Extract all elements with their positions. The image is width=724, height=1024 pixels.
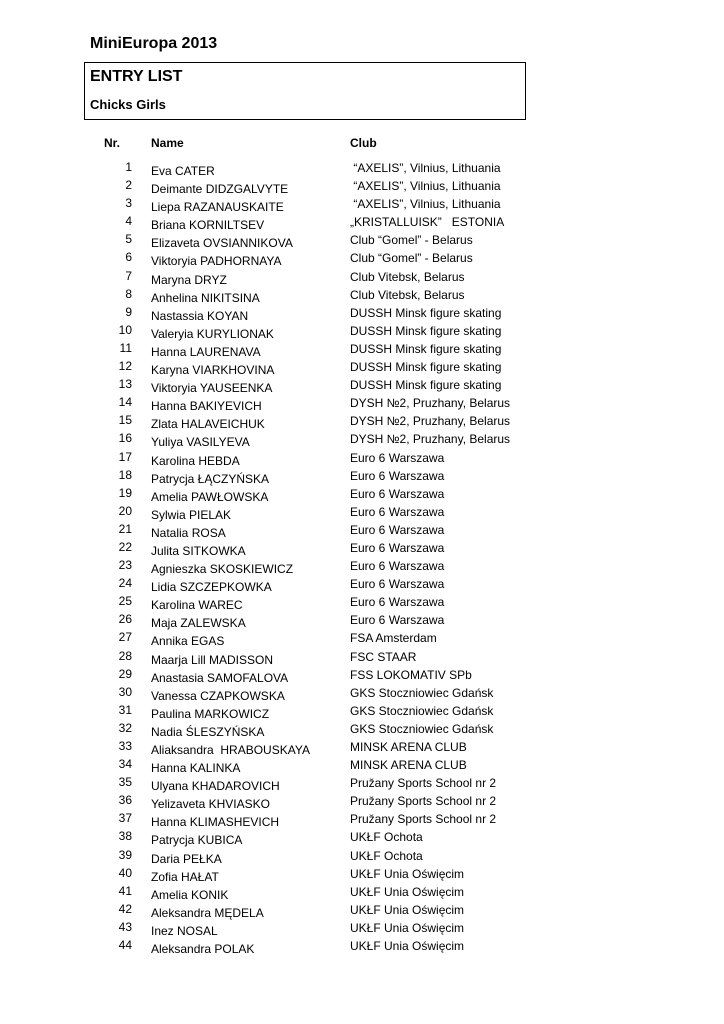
entry-name: Patrycja ŁĄCZYŃSKA (151, 471, 270, 486)
table-row (0, 574, 724, 595)
entry-club: GKS Stoczniowiec Gdańsk (350, 685, 494, 700)
entry-name: Amelia KONIK (151, 887, 229, 902)
entry-club: UKŁF Unia Oświęcim (350, 939, 465, 954)
table-row (0, 809, 724, 830)
entry-number: 29 (118, 666, 132, 681)
entry-number: 39 (118, 847, 132, 862)
entry-name: Patrycja KUBICA (151, 833, 243, 848)
table-row (0, 773, 724, 794)
entry-number: 36 (118, 793, 132, 808)
entry-number: 13 (118, 377, 132, 392)
list-title: ENTRY LIST (90, 68, 183, 85)
entry-number: 44 (118, 938, 132, 953)
entry-number: 14 (118, 395, 132, 410)
entry-club: UKŁF Ochota (350, 830, 423, 845)
entry-number: 26 (118, 612, 132, 627)
entry-number: 5 (125, 232, 132, 247)
table-row (0, 448, 724, 466)
table-row (0, 466, 724, 484)
table-row (0, 936, 724, 957)
entry-club: DUSSH Minsk figure skating (350, 305, 502, 320)
entry-number: 37 (118, 811, 132, 826)
table-row (0, 665, 724, 683)
entry-club: “AXELIS”, Vilnius, Lithuania (350, 179, 501, 194)
entry-number: 27 (118, 630, 132, 645)
entry-number: 8 (125, 286, 132, 301)
entry-club: Euro 6 Warszawa (350, 540, 445, 555)
entry-name: Liepa RAZANAUSKAITE (151, 200, 284, 215)
entry-club: UKŁF Unia Oświęcim (350, 866, 465, 881)
entry-club: DYSH №2, Pruzhany, Belarus (350, 432, 511, 447)
entry-name: Valeryia KURYLIONAK (151, 326, 274, 341)
entry-club: DYSH №2, Pruzhany, Belarus (350, 396, 511, 411)
entry-club: “AXELIS”, Vilnius, Lithuania (350, 161, 501, 175)
table-row (0, 212, 724, 233)
entry-club: MINSK ARENA CLUB (350, 740, 467, 754)
entry-club: Club Vitebsk, Belarus (350, 287, 465, 302)
table-row (0, 176, 724, 197)
entry-number: 31 (118, 702, 132, 717)
table-row (0, 248, 724, 269)
table-row (0, 538, 724, 556)
entry-number: 34 (118, 757, 132, 772)
table-row (0, 339, 724, 357)
table-row (0, 556, 724, 577)
table-row (0, 882, 724, 900)
entry-number: 42 (118, 901, 132, 916)
entry-club: GKS Stoczniowiec Gdańsk (350, 703, 494, 718)
entry-name: Karyna VIARKHOVINA (151, 363, 275, 378)
table-row (0, 737, 724, 755)
entry-name: Anhelina NIKITSINA (151, 290, 260, 305)
entry-name: Aliaksandra HRABOUSKAYA (151, 743, 310, 757)
entry-name: Anastasia SAMOFALOVA (151, 670, 289, 685)
table-row (0, 230, 724, 251)
entry-number: 40 (118, 865, 132, 880)
entry-number: 32 (118, 720, 132, 735)
entry-name: Eva CATER (151, 164, 215, 178)
entry-club: DUSSH Minsk figure skating (350, 378, 502, 393)
entry-club: FSA Amsterdam (350, 631, 437, 646)
entry-club: Euro 6 Warszawa (350, 468, 445, 483)
entry-name: Daria PEŁKA (151, 851, 222, 866)
entry-number: 30 (118, 684, 132, 699)
entry-club: “AXELIS”, Vilnius, Lithuania (350, 197, 501, 212)
entry-name: Elizaveta OVSIANNIKOVA (151, 236, 293, 251)
entry-name: Ulyana KHADAROVICH (151, 779, 280, 794)
table-row (0, 846, 724, 864)
entry-name: Viktoryia PADHORNAYA (151, 254, 282, 269)
entry-club: Club “Gomel” - Belarus (350, 233, 473, 248)
entry-club: FSS LOKOMATIV SPb (350, 667, 472, 682)
entry-number: 20 (118, 503, 132, 518)
entry-number: 6 (125, 250, 132, 265)
entry-name: Nastassia KOYAN (151, 308, 249, 323)
entry-name: Karolina WAREC (151, 598, 243, 613)
entry-number: 11 (119, 340, 132, 355)
entry-name: Hanna KLIMASHEVICH (151, 815, 280, 830)
entry-name: Lidia SZCZEPKOWKA (151, 580, 272, 595)
entry-number: 23 (118, 558, 132, 573)
entry-club: Pružany Sports School nr 2 (350, 794, 497, 809)
entry-club: DUSSH Minsk figure skating (350, 360, 502, 375)
table-row (0, 375, 724, 396)
event-title: MiniEuropa 2013 (90, 35, 218, 52)
entry-number: 33 (118, 739, 132, 753)
entry-name: Deimante DIDZGALVYTE (151, 182, 289, 197)
table-row (0, 900, 724, 918)
entry-club: Euro 6 Warszawa (350, 577, 445, 592)
entry-name: Briana KORNILTSEV (151, 218, 265, 233)
entry-number: 3 (125, 196, 132, 211)
entry-name: Hanna KALINKA (151, 761, 241, 776)
entry-club: UKŁF Unia Oświęcim (350, 920, 465, 935)
entry-number: 16 (118, 431, 132, 446)
table-row (0, 610, 724, 631)
table-row (0, 719, 724, 737)
entry-number: 4 (125, 214, 132, 229)
entry-number: 10 (118, 322, 132, 337)
table-row (0, 791, 724, 812)
entry-name: Julita SITKOWKA (151, 543, 246, 558)
entry-number: 7 (125, 268, 132, 283)
entry-club: Pružany Sports School nr 2 (350, 812, 497, 827)
entry-name: Karolina HEBDA (151, 453, 240, 468)
table-row (0, 918, 724, 936)
entry-number: 17 (118, 449, 132, 464)
table-row (0, 827, 724, 848)
entry-number: 9 (125, 304, 132, 319)
entry-number: 19 (118, 485, 132, 500)
entry-name: Yuliya VASILYEVA (151, 435, 250, 450)
entry-name: Hanna BAKIYEVICH (151, 399, 262, 414)
entry-name: Paulina MARKOWICZ (151, 706, 270, 721)
table-row (0, 429, 724, 450)
table-row (0, 393, 724, 414)
entry-name: Yelizaveta KHVIASKO (151, 797, 270, 812)
table-row (0, 502, 724, 520)
entry-name: Vanessa CZAPKOWSKA (151, 688, 285, 703)
entry-number: 15 (118, 413, 132, 428)
entry-club: MINSK ARENA CLUB (350, 758, 467, 773)
table-row (0, 864, 724, 882)
table-row (0, 628, 724, 649)
entry-number: 21 (118, 521, 132, 536)
entry-name: Aleksandra MĘDELA (151, 905, 264, 920)
entry-club: Club “Gomel” - Belarus (350, 251, 473, 266)
table-row (0, 755, 724, 776)
entry-club: DUSSH Minsk figure skating (350, 341, 502, 356)
column-header-nr: Nr. (104, 136, 121, 150)
entry-club: UKŁF Unia Oświęcim (350, 884, 465, 899)
entry-club: FSC STAAR (350, 649, 417, 664)
column-header-name: Name (151, 136, 184, 150)
table-row (0, 647, 724, 665)
table-row (0, 321, 724, 339)
entry-list-header-box (84, 62, 526, 120)
entry-club: Euro 6 Warszawa (350, 595, 445, 610)
entry-club: UKŁF Ochota (350, 848, 423, 863)
entry-number: 38 (118, 829, 132, 844)
entry-club: UKŁF Unia Oświęcim (350, 902, 465, 917)
entry-name: Sylwia PIELAK (151, 507, 232, 522)
entry-number: 28 (118, 648, 132, 663)
entry-club: Pružany Sports School nr 2 (350, 776, 497, 791)
entry-name: Nadia ŚLESZYŃSKA (151, 724, 265, 739)
entry-name: Aleksandra POLAK (151, 942, 255, 957)
entry-club: Euro 6 Warszawa (350, 504, 445, 519)
table-row (0, 592, 724, 613)
entry-number: 18 (118, 467, 132, 482)
category-title: Chicks Girls (90, 97, 166, 112)
table-row (0, 701, 724, 719)
entry-club: GKS Stoczniowiec Gdańsk (350, 721, 494, 736)
table-row (0, 683, 724, 701)
table-row (0, 484, 724, 502)
entry-name: Maryna DRYZ (151, 272, 227, 287)
entry-club: Euro 6 Warszawa (350, 559, 445, 574)
table-row (0, 520, 724, 538)
entry-club: Euro 6 Warszawa (350, 522, 445, 537)
entry-name: Hanna LAURENAVA (151, 344, 261, 359)
column-header-club: Club (350, 136, 377, 150)
table-row (0, 194, 724, 215)
table-row (0, 267, 724, 285)
entry-number: 25 (118, 594, 132, 609)
entry-club: Euro 6 Warszawa (350, 613, 445, 628)
table-row (0, 411, 724, 432)
entry-name: Natalia ROSA (151, 525, 226, 540)
entry-club: „KRISTALLUISK” ESTONIA (350, 215, 505, 230)
entry-number: 1 (125, 160, 132, 174)
entry-name: Maja ZALEWSKA (151, 616, 246, 631)
entry-number: 43 (118, 919, 132, 934)
entry-number: 2 (125, 178, 132, 193)
entry-number: 12 (118, 359, 132, 374)
entry-name: Zlata HALAVEICHUK (151, 417, 265, 432)
table-row (0, 303, 724, 321)
table-row (0, 285, 724, 303)
entry-table (0, 158, 724, 957)
entry-name: Zofia HAŁAT (151, 869, 219, 884)
entry-number: 22 (118, 539, 132, 554)
entry-club: Club Vitebsk, Belarus (350, 269, 465, 284)
table-row (0, 357, 724, 378)
entry-club: Euro 6 Warszawa (350, 486, 445, 501)
entry-name: Inez NOSAL (151, 923, 218, 938)
entry-club: DYSH №2, Pruzhany, Belarus (350, 414, 511, 429)
entry-name: Amelia PAWŁOWSKA (151, 489, 269, 504)
entry-club: Euro 6 Warszawa (350, 450, 445, 465)
entry-number: 35 (118, 775, 132, 790)
entry-name: Annika EGAS (151, 634, 225, 649)
entry-name: Agnieszka SKOSKIEWICZ (151, 562, 294, 577)
entry-name: Maarja Lill MADISSON (151, 652, 274, 667)
entry-club: DUSSH Minsk figure skating (350, 323, 502, 338)
entry-number: 24 (118, 576, 132, 591)
entry-name: Viktoryia YAUSEENKA (151, 381, 273, 396)
table-row (0, 158, 724, 176)
entry-number: 41 (118, 883, 132, 898)
